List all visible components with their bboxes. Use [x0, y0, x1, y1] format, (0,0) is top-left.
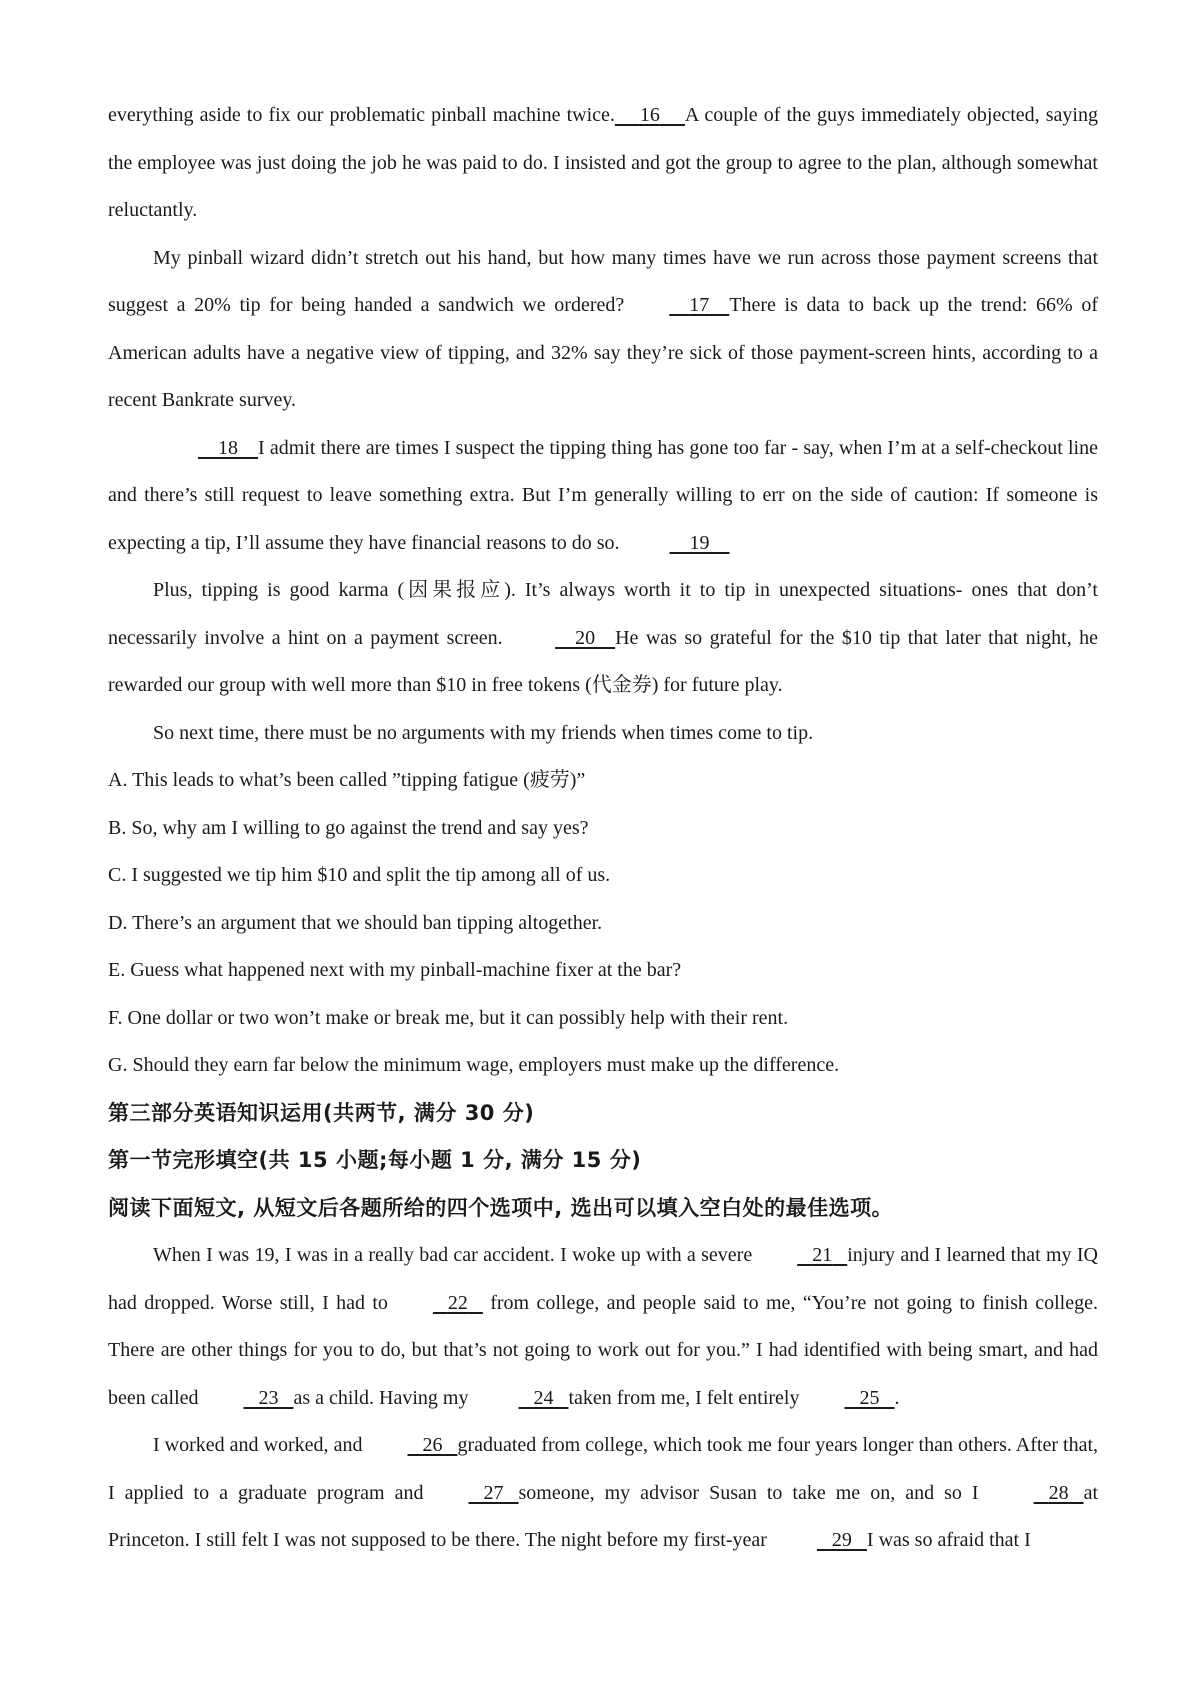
option-e: E. Guess what happened next with my pinball-machine fixer at the bar? [108, 959, 682, 981]
text: When I was 19, I was in a really bad car accident. I woke up with a severe [153, 1244, 753, 1266]
paragraph-2 [108, 235, 1098, 425]
instruction-heading: 阅读下面短文, 从短文后各题所给的四个选项中, 选出可以填入空白处的最佳选项。 [108, 1195, 894, 1220]
option-f: F. One dollar or two won’t make or break me, but it can possibly help with their rent. [108, 1006, 789, 1029]
blank-28: 28 [1048, 1481, 1069, 1504]
text: He was so grateful for the $10 tip that later that night, he rewarded our group with well more than $10 in free tokens (代金券) for future play. [108, 626, 1099, 696]
text: Plus, tipping is good karma (因果报应). It’s always worth it to tip in unexpected situations- ones that don’t necessarily involve a hint on a payment screen. [108, 579, 1098, 649]
blank-27: 27 [483, 1481, 504, 1504]
text: graduated from college, which took me four years longer than others. After that, I applied to a graduate program and [108, 1434, 1099, 1504]
text: I was so afraid that I [866, 1529, 1031, 1551]
paragraph-5: So next time, there must be no arguments with my friends when times come to tip. [153, 721, 814, 744]
text: at Princeton. I still felt I was not supposed to be there. The night before my first-year [108, 1481, 1099, 1551]
cloze-paragraph-1 [108, 1232, 1098, 1422]
blank-17: 17 [689, 294, 710, 316]
section1-heading: 第一节完形填空(共 15 小题;每小题 1 分, 满分 15 分) [108, 1148, 642, 1172]
cloze-paragraph-2 [108, 1422, 1098, 1565]
blank-22: 22 [447, 1291, 468, 1314]
text: injury and I learned that my IQ had dropped. Worse still, I had to [108, 1244, 1098, 1314]
text: . [894, 1386, 900, 1409]
text: as a child. Having my [293, 1386, 469, 1409]
text: from college, and people said to me, “You’re not going to finish college. There are other things for you to do, but that’s not going to work out for you.” I had identified with being smart, and had been called [108, 1291, 1098, 1409]
blank-21: 21 [812, 1244, 833, 1266]
blank-23: 23 [258, 1386, 279, 1409]
text: My pinball wizard didn’t stretch out his hand, but how many times have we run across those payment screens that suggest a 20% tip for being handed a sandwich we ordered? [108, 246, 1098, 316]
document-page [108, 92, 1098, 1565]
text: A couple of the guys immediately objected, saying the employee was just doing the job he was paid to do. I insisted and got the group to agree to the plan, although somewhat reluctantly. [108, 104, 1098, 221]
text: taken from me, I felt entirely [568, 1386, 800, 1409]
blank-20: 20 [575, 626, 596, 649]
paragraph-3 [108, 425, 1098, 568]
blank-25: 25 [859, 1386, 880, 1409]
text: I admit there are times I suspect the tipping thing has gone too far - say, when I’m at a self-checkout line and there’s still request to leave something extra. But I’m generally willing to err on the side of caution: If someone is expecting a tip, I’ll assume they have financial reasons to do so. [108, 436, 1098, 554]
blank-24: 24 [533, 1386, 554, 1409]
blank-29: 29 [831, 1529, 852, 1551]
option-a: A. This leads to what’s been called ”tipping fatigue (疲劳)” [108, 769, 586, 791]
text: everything aside to fix our problematic pinball machine twice. [108, 104, 615, 126]
blank-18: 18 [218, 436, 238, 459]
paragraph-4 [108, 567, 1098, 710]
option-d: D. There’s an argument that we should ban tipping altogether. [108, 911, 603, 934]
option-b: B. So, why am I willing to go against the trend and say yes? [108, 816, 589, 839]
paragraph-1 [108, 92, 1098, 235]
blank-19: 19 [689, 531, 710, 554]
blank-26: 26 [422, 1434, 443, 1456]
text: I worked and worked, and [153, 1434, 363, 1456]
option-c: C. I suggested we tip him $10 and split the tip among all of us. [108, 864, 611, 886]
option-g: G. Should they earn far below the minimum wage, employers must make up the difference. [108, 1054, 840, 1076]
blank-16: 16 [639, 104, 660, 126]
text: There is data to back up the trend: 66% of American adults have a negative view of tipping, and 32% say they’re sick of those payment-screen hints, according to a recent Bankrate survey. [108, 294, 1099, 411]
part3-heading: 第三部分英语知识运用(共两节, 满分 30 分) [108, 1100, 535, 1125]
text: someone, my advisor Susan to take me on, and so I [518, 1481, 979, 1504]
